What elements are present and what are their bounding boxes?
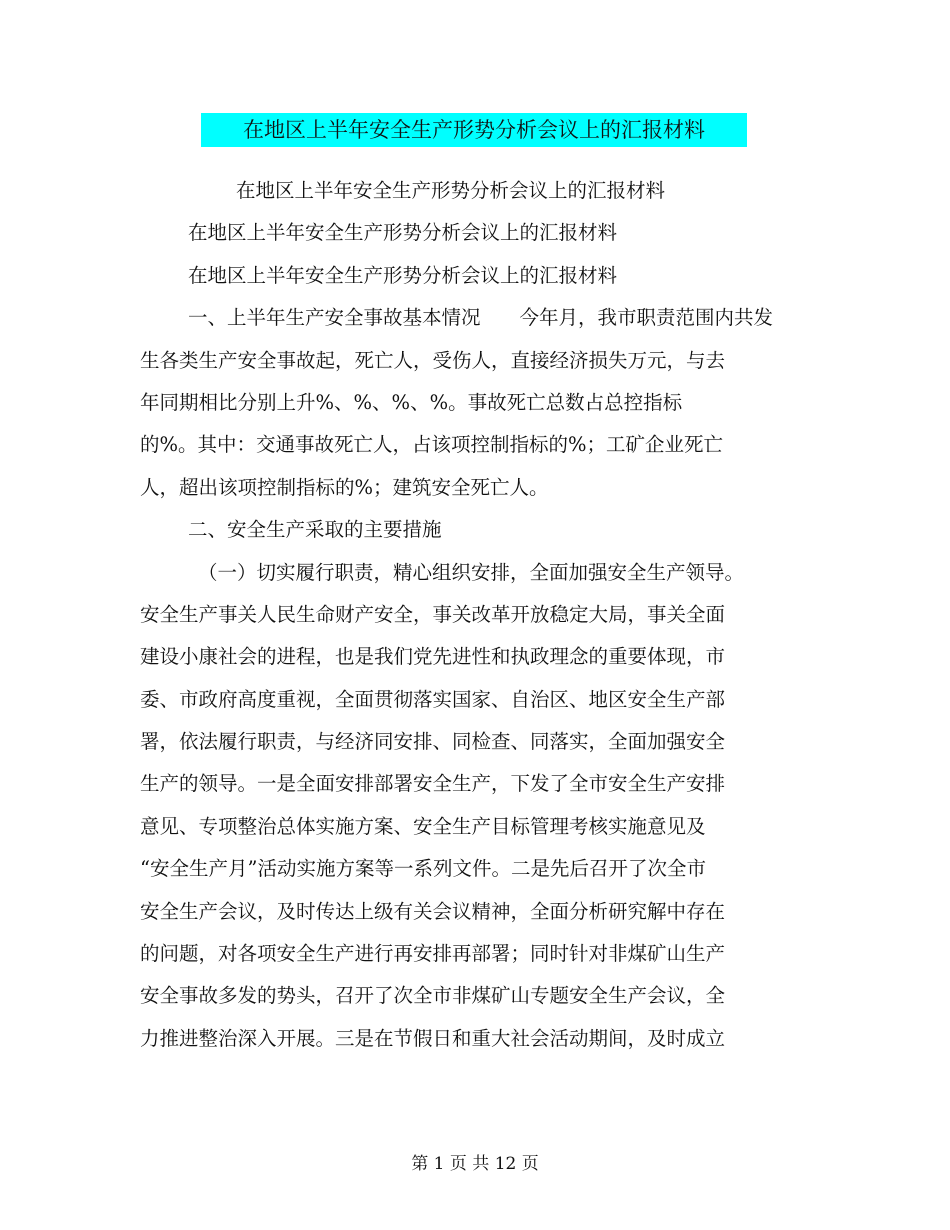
body-line: 在地区上半年安全生产形势分析会议上的汇报材料 [188, 221, 618, 245]
body-line: 意见、专项整治总体实施方案、安全生产目标管理考核实施意见及 [140, 814, 706, 838]
body-line: “安全生产月”活动实施方案等一系列文件。二是先后召开了次全市 [140, 857, 706, 881]
section-heading: 二、安全生产采取的主要措施 [188, 518, 442, 542]
document-title: 在地区上半年安全生产形势分析会议上的汇报材料 [243, 118, 705, 142]
section-heading: 一、上半年生产安全事故基本情况 今年月，我市职责范围内共发 [188, 306, 774, 330]
body-line: 的问题，对各项安全生产进行再安排再部署；同时针对非煤矿山生产 [140, 942, 726, 966]
body-line: 年同期相比分别上升%、%、%、%。事故死亡总数占总控指标 [140, 390, 683, 414]
body-line: 安全生产事关人民生命财产安全，事关改革开放稳定大局，事关全面 [140, 602, 726, 626]
body-line: 委、市政府高度重视，全面贯彻落实国家、自治区、地区安全生产部 [140, 687, 726, 711]
body-line: 生各类生产安全事故起，死亡人，受伤人，直接经济损失万元，与去 [140, 348, 726, 372]
body-line: 人，超出该项控制指标的%；建筑安全死亡人。 [140, 475, 549, 499]
body-line: 在地区上半年安全生产形势分析会议上的汇报材料 [236, 179, 666, 202]
body-line: 建设小康社会的进程，也是我们党先进性和执政理念的重要体现，市 [140, 645, 726, 669]
body-line: 安全生产会议，及时传达上级有关会议精神，全面分析研究解中存在 [140, 899, 726, 923]
title-highlight [201, 113, 747, 147]
subsection-heading: （一）切实履行职责，精心组织安排，全面加强安全生产领导。 [198, 560, 745, 584]
page-footer [0, 1150, 950, 1178]
document-body [140, 170, 800, 1060]
body-line: 署，依法履行职责，与经济同安排、同检查、同落实，全面加强安全 [140, 730, 726, 754]
body-line: 的%。其中：交通事故死亡人，占该项控制指标的%；工矿企业死亡 [140, 433, 724, 457]
body-line: 在地区上半年安全生产形势分析会议上的汇报材料 [188, 263, 618, 287]
body-line: 生产的领导。一是全面安排部署安全生产，下发了全市安全生产安排 [140, 772, 726, 796]
body-line: 力推进整治深入开展。三是在节假日和重大社会活动期间，及时成立 [140, 1026, 726, 1050]
page-number: 第 1 页 共 12 页 [411, 1154, 539, 1174]
body-line: 安全事故多发的势头，召开了次全市非煤矿山专题安全生产会议，全 [140, 984, 726, 1008]
